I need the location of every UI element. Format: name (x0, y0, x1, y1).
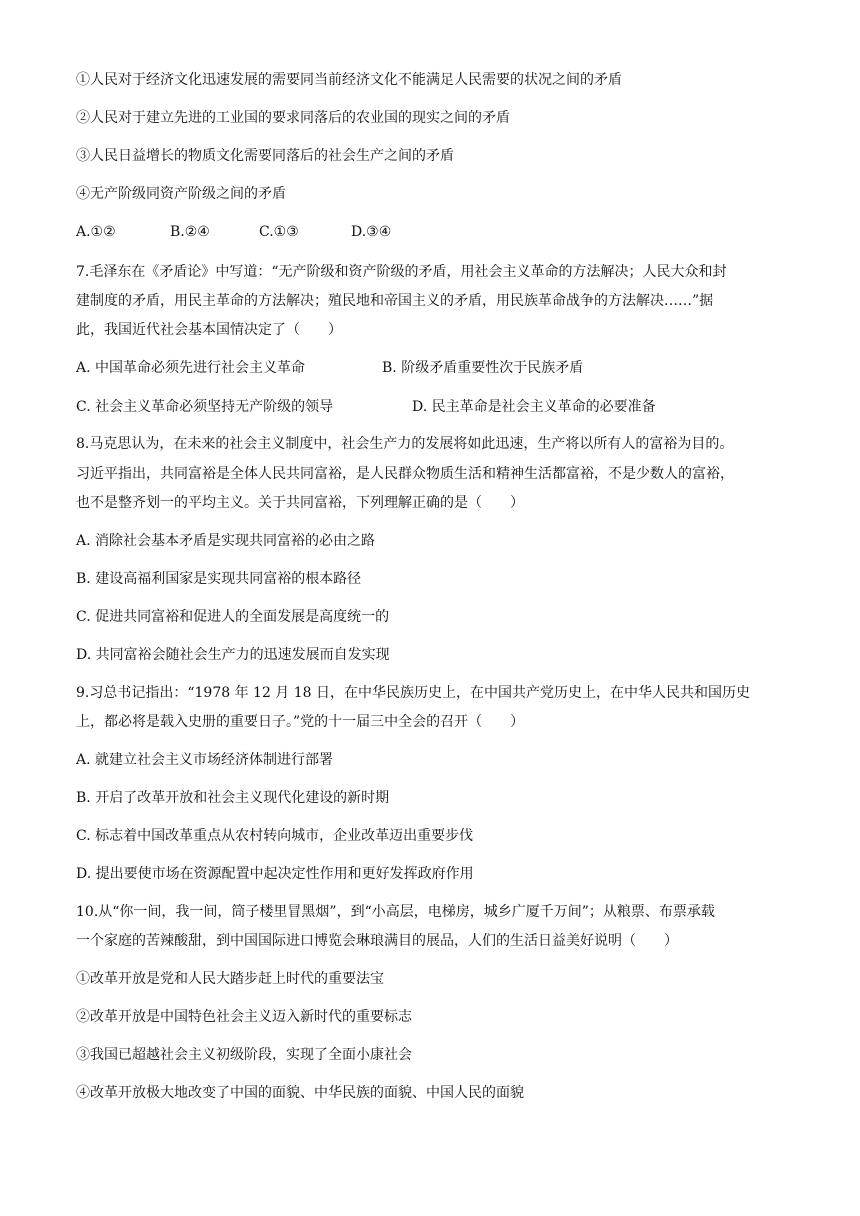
q8-option-d: D. 共同富裕会随社会生产力的迅速发展而自发实现 (76, 647, 390, 663)
q8-stem-line-1: 8.马克思认为，在未来的社会主义制度中，社会生产力的发展将如此迅速，生产将以所有人的富裕为目的。 (76, 436, 734, 452)
q8-stem-line-2: 习近平指出，共同富裕是全体人民共同富裕，是人民群众物质生活和精神生活都富裕，不是少数人的富裕， (76, 466, 734, 482)
q7-option-c: C. 社会主义革命必须坚持无产阶级的领导 (76, 399, 334, 415)
q7-option-a: A. 中国革命必须先进行社会主义革命 (76, 360, 306, 376)
q6-option-d: D.③④ (351, 224, 392, 240)
q10-item-3: ③我国已超越社会主义初级阶段，实现了全面小康社会 (76, 1047, 412, 1063)
q6-option-a: A.①② (76, 224, 116, 240)
q6-item-4: ④无产阶级同资产阶级之间的矛盾 (76, 186, 286, 202)
q7-option-b: B. 阶级矛盾重要性次于民族矛盾 (382, 360, 584, 376)
q7-option-d: D. 民主革命是社会主义革命的必要准备 (412, 399, 656, 415)
q7-stem-line-2: 建制度的矛盾，用民主革命的方法解决；殖民地和帝国主义的矛盾，用民族革命战争的方法解决……”据 (76, 293, 714, 309)
q6-option-b: B.②④ (170, 224, 210, 240)
q8-option-c: C. 促进共同富裕和促进人的全面发展是高度统一的 (76, 609, 390, 625)
q6-option-c: C.①③ (259, 224, 299, 240)
q6-item-2: ②人民对于建立先进的工业国的要求同落后的农业国的现实之间的矛盾 (76, 110, 510, 126)
q6-item-3: ③人民日益增长的物质文化需要同落后的社会生产之间的矛盾 (76, 148, 454, 164)
q10-item-1: ①改革开放是党和人民大踏步赶上时代的重要法宝 (76, 971, 384, 987)
q9-stem-line-2: 上，都必将是载入史册的重要日子。”党的十一届三中全会的召开（ ） (76, 714, 525, 730)
q9-stem-line-1: 9.习总书记指出：“1978 年 12 月 18 日，在中华民族历史上，在中国共产党历史上，在中华人民共和国历史 (76, 685, 751, 701)
q9-option-a: A. 就建立社会主义市场经济体制进行部署 (76, 752, 334, 768)
q10-item-2: ②改革开放是中国特色社会主义迈入新时代的重要标志 (76, 1009, 412, 1025)
q10-item-4: ④改革开放极大地改变了中国的面貌、中华民族的面貌、中国人民的面貌 (76, 1085, 524, 1101)
q6-item-1: ①人民对于经济文化迅速发展的需要同当前经济文化不能满足人民需要的状况之间的矛盾 (76, 72, 622, 88)
q9-option-c: C. 标志着中国改革重点从农村转向城市，企业改革迈出重要步伐 (76, 828, 474, 844)
q10-stem-line-2: 一个家庭的苦辣酸甜，到中国国际进口博览会琳琅满目的展品，人们的生活日益美好说明（ ） (76, 933, 678, 949)
q8-option-a: A. 消除社会基本矛盾是实现共同富裕的必由之路 (76, 533, 376, 549)
q9-option-b: B. 开启了改革开放和社会主义现代化建设的新时期 (76, 790, 390, 806)
q7-stem-line-3: 此，我国近代社会基本国情决定了（ ） (76, 322, 342, 338)
q7-stem-line-1: 7.毛泽东在《矛盾论》中写道：“无产阶级和资产阶级的矛盾，用社会主义革命的方法解决；人民大众和封 (76, 264, 727, 280)
q8-stem-line-3: 也不是整齐划一的平均主义。关于共同富裕，下列理解正确的是（ ） (76, 495, 524, 511)
q10-stem-line-1: 10.从“你一间，我一间，筒子楼里冒黑烟”，到“小高层，电梯房，城乡广厦千万间”；从粮票、布票承载 (76, 904, 715, 920)
q6-options (76, 222, 391, 242)
q8-option-b: B. 建设高福利国家是实现共同富裕的根本路径 (76, 571, 362, 587)
q9-option-d: D. 提出要使市场在资源配置中起决定性作用和更好发挥政府作用 (76, 866, 474, 882)
